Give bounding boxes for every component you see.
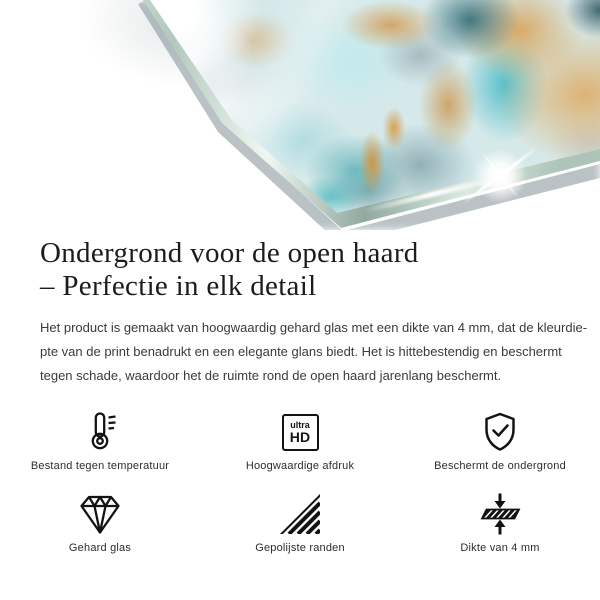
page-title-line2: – Perfectie in elk detail bbox=[40, 270, 317, 302]
page-title-line1: Ondergrond voor de open haard bbox=[40, 237, 419, 269]
description-line: pte van de print benadrukt en een elegante glans biedt. Het is hittebestendig en beschermt bbox=[40, 344, 562, 359]
thickness-4mm-icon bbox=[478, 491, 522, 537]
ultra-hd-badge-top: ultra bbox=[290, 420, 310, 430]
feature-grid bbox=[0, 409, 600, 554]
feature-protection bbox=[400, 409, 600, 472]
product-hero-image bbox=[0, 0, 600, 230]
feature-label: Hoogwaardige afdruk bbox=[245, 460, 355, 472]
diamond-icon bbox=[76, 491, 124, 537]
ultra-hd-badge bbox=[282, 414, 319, 451]
product-description bbox=[40, 316, 588, 388]
feature-temperature bbox=[0, 409, 200, 472]
product-description-section bbox=[0, 237, 600, 554]
feature-tempered-glass bbox=[0, 491, 200, 554]
polished-edges-icon bbox=[278, 491, 322, 537]
description-line: tegen schade, waardoor het de ruimte rond de open haard jarenlang beschermt. bbox=[40, 368, 502, 383]
shield-check-icon bbox=[478, 409, 522, 455]
feature-label: Gehard glas bbox=[68, 542, 132, 554]
feature-label: Dikte van 4 mm bbox=[460, 542, 540, 554]
sparkle-core bbox=[472, 148, 528, 204]
page-title bbox=[40, 237, 570, 303]
feature-label: Beschermt de ondergrond bbox=[434, 460, 566, 472]
feature-label: Gepolijste randen bbox=[255, 542, 345, 554]
description-line: Het product is gemaakt van hoogwaardig gehard glas met een dikte van 4 mm, dat de kleurdie- bbox=[40, 320, 588, 335]
thermometer-icon bbox=[78, 409, 122, 455]
feature-print-quality bbox=[200, 409, 400, 472]
ultra-hd-badge-bottom: HD bbox=[289, 429, 311, 445]
ultra-hd-icon bbox=[282, 409, 319, 455]
feature-label: Bestand tegen temperatuur bbox=[30, 460, 170, 472]
feature-thickness bbox=[400, 491, 600, 554]
feature-polished-edges bbox=[200, 491, 400, 554]
